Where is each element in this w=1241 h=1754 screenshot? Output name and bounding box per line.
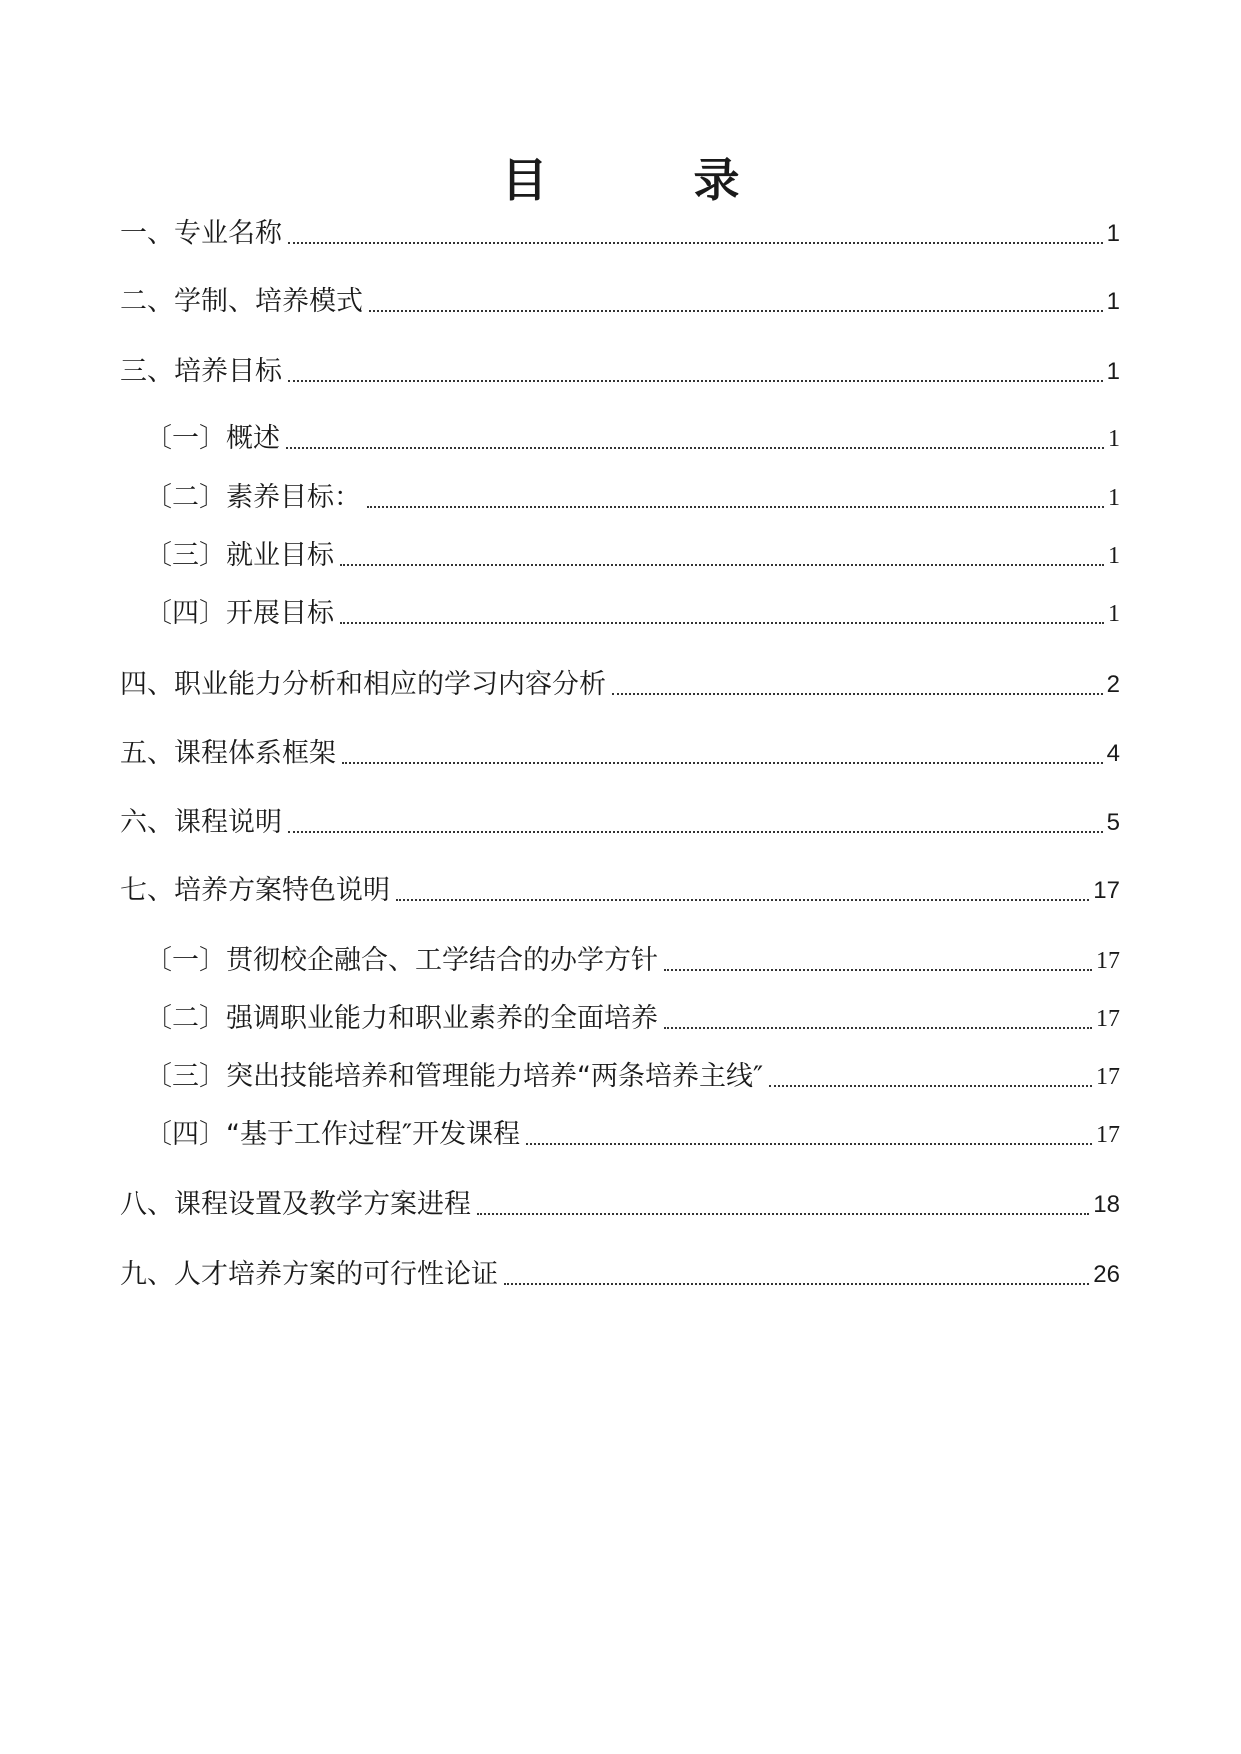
toc-dot-leader [477, 1213, 1089, 1215]
toc-entry-label: 〔四〕“基于工作过程″开发课程 [145, 1119, 521, 1150]
toc-dot-leader [342, 762, 1103, 764]
toc-entry-3-1[interactable] [145, 421, 1120, 457]
toc-entry-3-4[interactable] [145, 596, 1120, 632]
toc-entry-1[interactable] [120, 216, 1120, 252]
toc-dot-leader [340, 622, 1104, 624]
toc-entry-label: 三、培养目标 [120, 356, 282, 387]
toc-page-number: 1 [1108, 601, 1120, 627]
toc-entry-6[interactable] [120, 805, 1120, 841]
toc-entry-label: 〔二〕素养目标： [145, 482, 361, 513]
toc-page-number: 17 [1093, 877, 1120, 904]
toc-entry-5[interactable] [120, 736, 1120, 772]
toc-entry-label: 七、培养方案特色说明 [120, 875, 390, 906]
toc-entry-7-4[interactable] [145, 1117, 1120, 1153]
toc-entry-9[interactable] [120, 1257, 1120, 1293]
toc-dot-leader [612, 693, 1103, 695]
toc-dot-leader [288, 831, 1103, 833]
toc-page-number: 1 [1108, 426, 1120, 452]
toc-page-number: 1 [1108, 543, 1120, 569]
toc-page-number: 18 [1093, 1191, 1120, 1218]
toc-entry-3-3[interactable] [145, 538, 1120, 574]
toc-page-number: 17 [1096, 1006, 1120, 1032]
toc-entry-label: 〔一〕概述 [145, 423, 280, 454]
toc-entry-7-1[interactable] [145, 943, 1120, 979]
toc-entry-label: 〔一〕贯彻校企融合、工学结合的办学方针 [145, 945, 658, 976]
toc-page-number: 4 [1106, 740, 1120, 767]
toc-dot-leader [369, 310, 1103, 312]
toc-page-number: 1 [1106, 288, 1120, 315]
toc-entry-3[interactable] [120, 354, 1120, 390]
toc-dot-leader [340, 564, 1104, 566]
toc-entry-label: 五、课程体系框架 [120, 738, 336, 769]
toc-entry-7-2[interactable] [145, 1001, 1120, 1037]
toc-dot-leader [286, 447, 1104, 449]
toc-entry-label: 〔三〕就业目标 [145, 540, 334, 571]
toc-entry-4[interactable] [120, 667, 1120, 703]
toc-entry-label: 〔四〕开展目标 [145, 598, 334, 629]
toc-entry-label: 八、课程设置及教学方案进程 [120, 1189, 471, 1220]
toc-dot-leader [288, 242, 1103, 244]
toc-entry-label: 〔三〕突出技能培养和管理能力培养“两条培养主线″ [145, 1061, 764, 1092]
toc-entry-label: 一、专业名称 [120, 218, 282, 249]
toc-entry-label: 二、学制、培养模式 [120, 286, 363, 317]
toc-page-number: 1 [1106, 358, 1120, 385]
toc-dot-leader [664, 969, 1092, 971]
toc-page-number: 17 [1096, 948, 1120, 974]
toc-entry-8[interactable] [120, 1187, 1120, 1223]
toc-entry-2[interactable] [120, 284, 1120, 320]
toc-dot-leader [769, 1085, 1092, 1087]
toc-page-number: 1 [1108, 485, 1120, 511]
toc-page-number: 17 [1096, 1064, 1120, 1090]
toc-dot-leader [367, 506, 1104, 508]
toc-entry-label: 四、职业能力分析和相应的学习内容分析 [120, 669, 606, 700]
toc-dot-leader [396, 899, 1089, 901]
toc-entry-label: 六、课程说明 [120, 807, 282, 838]
toc-dot-leader [526, 1143, 1092, 1145]
toc-dot-leader [504, 1283, 1089, 1285]
toc-page-number: 1 [1106, 220, 1120, 247]
toc-entry-label: 〔二〕强调职业能力和职业素养的全面培养 [145, 1003, 658, 1034]
toc-page-number: 17 [1096, 1122, 1120, 1148]
page-title: 目 录 [501, 153, 790, 207]
toc-page-number: 2 [1106, 671, 1120, 698]
toc-dot-leader [664, 1027, 1092, 1029]
toc-page-number: 5 [1106, 809, 1120, 836]
toc-page-number: 26 [1093, 1261, 1120, 1288]
toc-dot-leader [288, 380, 1103, 382]
toc-entry-7-3[interactable] [145, 1059, 1120, 1095]
toc-entry-7[interactable] [120, 873, 1120, 909]
toc-entry-3-2[interactable] [145, 480, 1120, 516]
toc-entry-label: 九、人才培养方案的可行性论证 [120, 1259, 498, 1290]
